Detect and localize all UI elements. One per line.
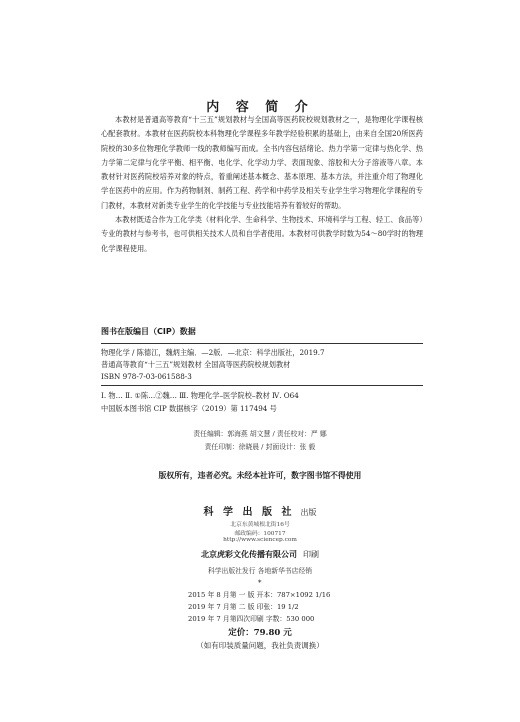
printer-line — [0, 549, 520, 560]
distribution-line: 科学出版社发行 各地新华书店经销 — [207, 567, 313, 575]
publisher-suffix: 出版 — [300, 508, 317, 517]
edition-line-1: 2015 年 8 月第 一 版 开本：787×1092 1/16 — [188, 591, 331, 599]
cip-record-number: 中国版本图书馆 CIP 数据核字（2019）第 117494 号 — [101, 404, 277, 413]
summary-body — [101, 113, 423, 256]
publisher-postcode: 邮政编码：100717 — [234, 531, 286, 537]
printer-suffix: 印刷 — [303, 550, 319, 559]
cip-isbn: ISBN 978-7-03-061588-3 — [101, 372, 192, 381]
publisher-line — [0, 503, 520, 518]
edition-line-2: 2019 年 7 月第 二 版 印张：19 1/2 — [188, 603, 299, 611]
copyright-notice: 版权所有，违者必究。未经本社许可，数字图书馆不得使用 — [158, 471, 362, 480]
price: 定价：79.80 元 — [228, 628, 292, 638]
cip-mid-rule — [101, 385, 423, 386]
publisher-address: 北京东黄城根北街16号 — [230, 522, 290, 528]
cip-heading: 图书在版编目（CIP）数据 — [101, 327, 196, 336]
production-credits: 责任印制：徐晓晨 / 封面设计：张 毅 — [204, 443, 316, 451]
cip-top-rule — [101, 343, 423, 344]
cip-line-2: 普通高等教育“十三五”规划教材 全国高等医药院校规划教材 — [101, 360, 291, 369]
publisher-website: http://www.sciencep.com — [223, 537, 297, 543]
summary-paragraph-1: 本教材是普通高等教育“十三五”规划教材与全国高等医药院校规划教材之一，是物理化学课程核心配套教材。本教材在医药院校本科物理化学课程多年教学经验积累的基础上，由来自全国20所医药院校的30多位物理化学教师一线的教师编写而成。全书内容包括绪论、热力学第一定律与热化学、热力学第二定律与化学平衡、相平衡、电化学、化学动力学、表面现象、溶胶和大分子溶液等八章。本教材针对医药院校培养对象的特点，着重阐述基本概念、基本原理、基本方法，并注重介绍了物理化学在医药中的应用。作为药物制剂、制药工程、药学和中药学及相关专业学生学习物理化学课程的专门教材，本教材对新类专业学生的化学技能与专业技能培养有着较好的帮助。 — [101, 115, 423, 210]
cip-classification: Ⅰ. 物… Ⅱ. ①陈…②魏… Ⅲ. 物理化学–医学院校–教材 Ⅳ. O64 — [101, 391, 299, 400]
editor-credits: 责任编辑：郭海燕 胡文慧 / 责任校对：严 娜 — [193, 430, 327, 438]
quality-notice: （如有印装质量问题，我社负责调换） — [196, 641, 324, 650]
cip-line-1: 物理化学 / 陈德江，魏炳主编．—2版．—北京：科学出版社，2019.7 — [101, 348, 325, 357]
publisher-name: 科 学 出 版 社 — [203, 507, 295, 518]
summary-paragraph-2: 本教材既适合作为工化学类（材料化学、生命科学、生物技术、环境科学与工程、轻工、食品等）专业的教材与参考书，也可供相关技术人员和自学者使用。本教材可供教学时数为54～80学时的物理化学课程使用。 — [101, 215, 423, 253]
summary-title: 内 容 简 介 — [206, 100, 314, 115]
separator-mark: * — [258, 579, 262, 587]
edition-line-3: 2019 年 7 月第四次印刷 字数：530 000 — [188, 615, 315, 623]
printer-name: 北京虎彩文化传播有限公司 — [201, 549, 297, 559]
